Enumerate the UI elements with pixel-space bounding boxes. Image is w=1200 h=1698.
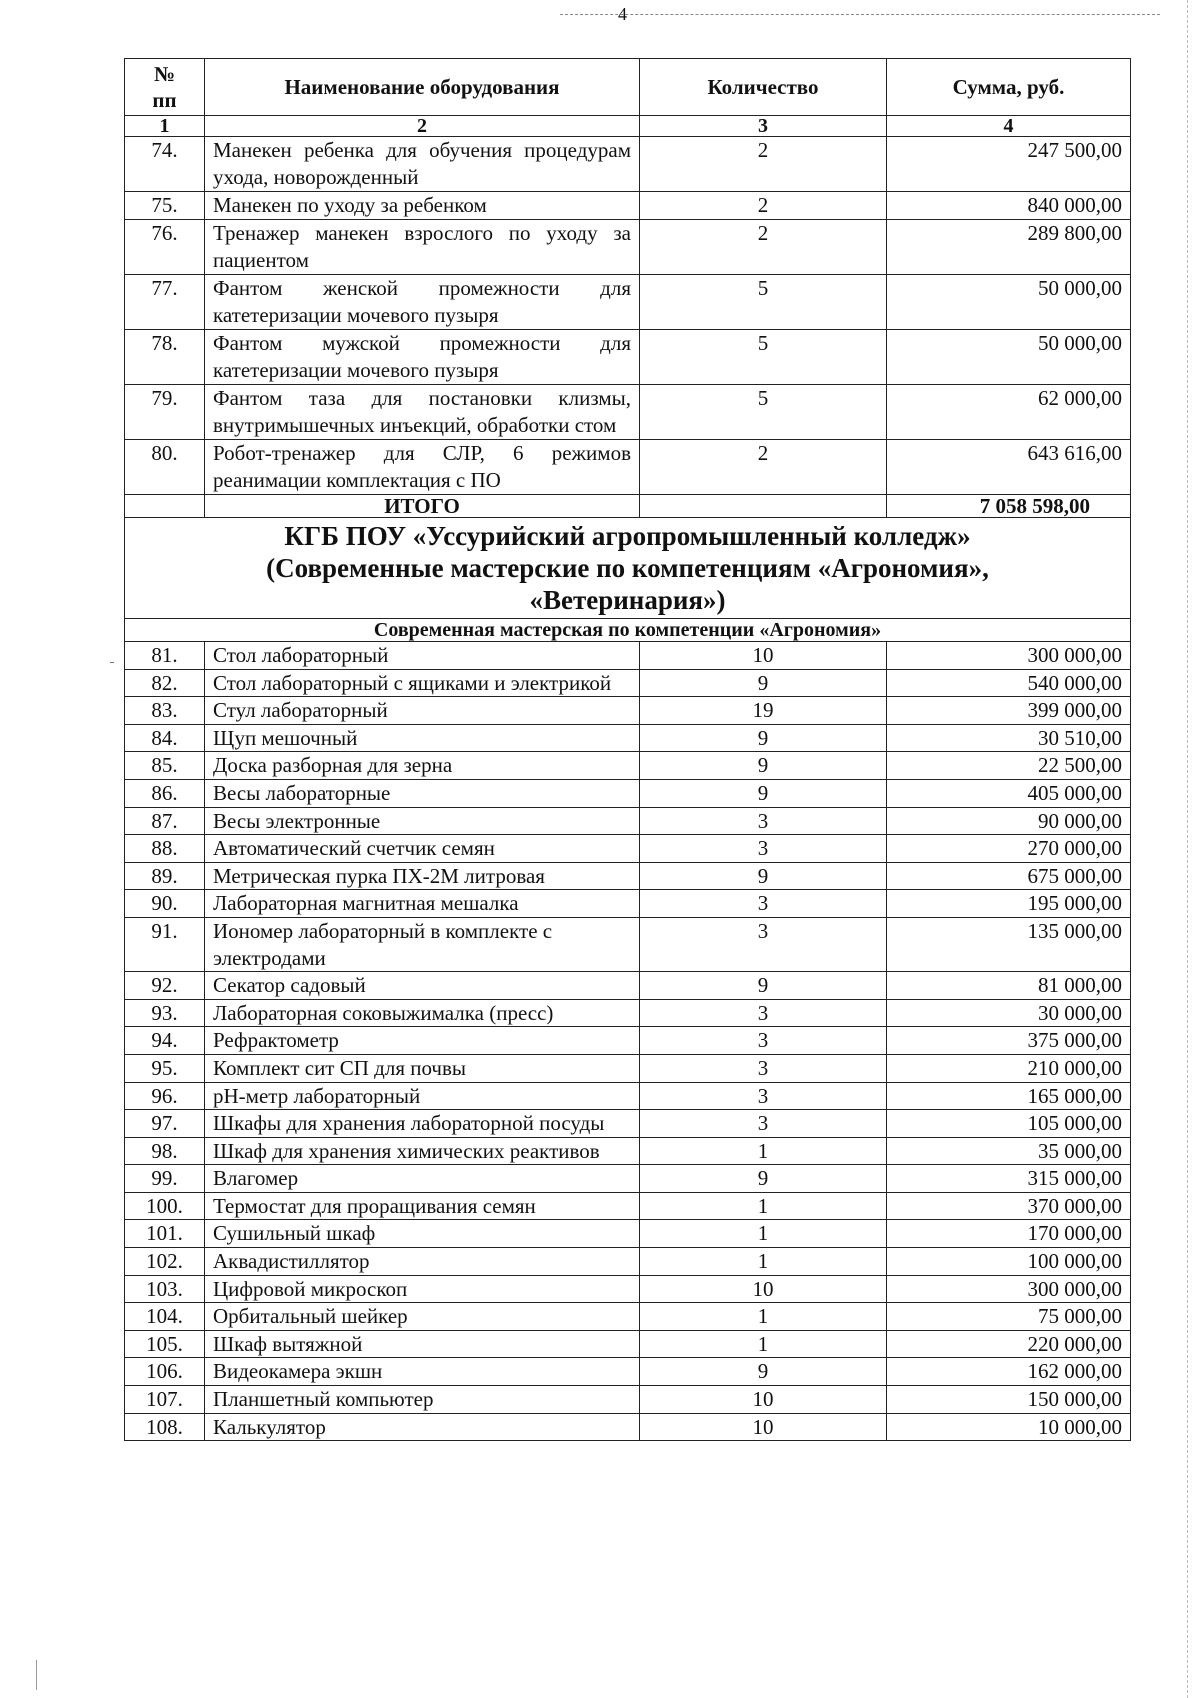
table-row — [125, 1082, 1131, 1110]
row-number: 87. — [125, 807, 205, 835]
table-row — [125, 1248, 1131, 1276]
table-row — [125, 917, 1131, 971]
row-number: 105. — [125, 1330, 205, 1358]
row-sum: 247 500,00 — [887, 137, 1131, 192]
row-quantity: 9 — [640, 724, 887, 752]
row-name: Сушильный шкаф — [205, 1220, 640, 1248]
table-row — [125, 137, 1131, 192]
row-sum: 643 616,00 — [887, 440, 1131, 495]
table-row — [125, 275, 1131, 330]
table-row — [125, 385, 1131, 440]
row-sum: 35 000,00 — [887, 1137, 1131, 1165]
row-number: 94. — [125, 1027, 205, 1055]
row-sum: 375 000,00 — [887, 1027, 1131, 1055]
col-header-sum: Сумма, руб. — [887, 59, 1131, 116]
row-name: Орбитальный шейкер — [205, 1303, 640, 1331]
row-number: 80. — [125, 440, 205, 495]
table-row — [125, 1054, 1131, 1082]
row-sum: 162 000,00 — [887, 1358, 1131, 1386]
row-quantity: 2 — [640, 137, 887, 192]
row-quantity: 1 — [640, 1248, 887, 1276]
header-row — [125, 59, 1131, 116]
row-quantity: 9 — [640, 1358, 887, 1386]
row-quantity: 9 — [640, 972, 887, 1000]
row-sum: 220 000,00 — [887, 1330, 1131, 1358]
table-row — [125, 669, 1131, 697]
row-sum: 100 000,00 — [887, 1248, 1131, 1276]
row-quantity: 10 — [640, 1275, 887, 1303]
row-number: 85. — [125, 752, 205, 780]
scan-artifact — [110, 662, 114, 663]
row-number: 90. — [125, 890, 205, 918]
row-quantity: 2 — [640, 440, 887, 495]
row-quantity: 19 — [640, 697, 887, 725]
row-sum: 210 000,00 — [887, 1054, 1131, 1082]
row-number: 76. — [125, 220, 205, 275]
equipment-table — [124, 58, 1131, 1441]
row-quantity: 10 — [640, 1413, 887, 1441]
row-sum: 30 510,00 — [887, 724, 1131, 752]
row-name: Автоматический счетчик семян — [205, 835, 640, 863]
table-row — [125, 642, 1131, 670]
row-name: Иономер лабораторный в комплекте с электродами — [205, 917, 640, 971]
table-row — [125, 1027, 1131, 1055]
table-row — [125, 1220, 1131, 1248]
row-sum: 405 000,00 — [887, 779, 1131, 807]
row-sum: 289 800,00 — [887, 220, 1131, 275]
col-index: 4 — [887, 116, 1131, 137]
row-name: Планшетный компьютер — [205, 1386, 640, 1414]
row-number: 83. — [125, 697, 205, 725]
row-sum: 22 500,00 — [887, 752, 1131, 780]
table-row — [125, 1330, 1131, 1358]
row-sum: 75 000,00 — [887, 1303, 1131, 1331]
row-number: 100. — [125, 1192, 205, 1220]
header-divider — [560, 14, 1160, 15]
scan-margin-line — [1187, 0, 1188, 1698]
row-sum: 10 000,00 — [887, 1413, 1131, 1441]
row-sum: 105 000,00 — [887, 1110, 1131, 1138]
row-sum: 170 000,00 — [887, 1220, 1131, 1248]
row-number: 108. — [125, 1413, 205, 1441]
total-row — [125, 495, 1131, 518]
table-row — [125, 1303, 1131, 1331]
row-name: Весы лабораторные — [205, 779, 640, 807]
row-sum: 135 000,00 — [887, 917, 1131, 971]
row-quantity: 5 — [640, 330, 887, 385]
table-row — [125, 1110, 1131, 1138]
table-row — [125, 1413, 1131, 1441]
row-number: 79. — [125, 385, 205, 440]
row-quantity: 3 — [640, 1082, 887, 1110]
row-quantity: 5 — [640, 385, 887, 440]
row-quantity: 3 — [640, 807, 887, 835]
row-quantity: 9 — [640, 752, 887, 780]
row-name: Стол лабораторный с ящиками и электрикой — [205, 669, 640, 697]
table-row — [125, 807, 1131, 835]
row-name: Манекен ребенка для обучения процедурам ухода, новорожденный — [205, 137, 640, 192]
table-row — [125, 1358, 1131, 1386]
row-quantity: 1 — [640, 1220, 887, 1248]
row-name: Фантом таза для постановки клизмы, внутримышечных инъекций, обработки стом — [205, 385, 640, 440]
row-number: 89. — [125, 862, 205, 890]
row-name: Метрическая пурка ПХ-2М литровая — [205, 862, 640, 890]
row-sum: 300 000,00 — [887, 1275, 1131, 1303]
row-quantity: 3 — [640, 1054, 887, 1082]
row-quantity: 10 — [640, 1386, 887, 1414]
row-quantity: 3 — [640, 917, 887, 971]
row-number: 104. — [125, 1303, 205, 1331]
table-row — [125, 1275, 1131, 1303]
table-row — [125, 1137, 1131, 1165]
organization-heading-row — [125, 518, 1131, 619]
row-quantity: 1 — [640, 1137, 887, 1165]
row-number: 97. — [125, 1110, 205, 1138]
row-sum: 840 000,00 — [887, 192, 1131, 220]
row-quantity: 9 — [640, 862, 887, 890]
row-name: Видеокамера экшн — [205, 1358, 640, 1386]
row-number: 88. — [125, 835, 205, 863]
row-number: 98. — [125, 1137, 205, 1165]
row-quantity: 3 — [640, 1027, 887, 1055]
row-name: Рефрактометр — [205, 1027, 640, 1055]
row-number: 92. — [125, 972, 205, 1000]
row-name: Шкаф для хранения химических реактивов — [205, 1137, 640, 1165]
row-name: Калькулятор — [205, 1413, 640, 1441]
row-sum: 165 000,00 — [887, 1082, 1131, 1110]
row-sum: 399 000,00 — [887, 697, 1131, 725]
table-row — [125, 890, 1131, 918]
row-quantity: 1 — [640, 1330, 887, 1358]
row-name: Лабораторная магнитная мешалка — [205, 890, 640, 918]
row-name: Доска разборная для зерна — [205, 752, 640, 780]
row-name: Стол лабораторный — [205, 642, 640, 670]
row-name: Шкафы для хранения лабораторной посуды — [205, 1110, 640, 1138]
table-row — [125, 192, 1131, 220]
row-name: Секатор садовый — [205, 972, 640, 1000]
row-quantity: 3 — [640, 1110, 887, 1138]
col-index: 3 — [640, 116, 887, 137]
row-sum: 195 000,00 — [887, 890, 1131, 918]
row-quantity: 3 — [640, 890, 887, 918]
row-number: 84. — [125, 724, 205, 752]
col-header-number: № пп — [125, 59, 205, 116]
row-name: Манекен по уходу за ребенком — [205, 192, 640, 220]
row-name: Термостат для проращивания семян — [205, 1192, 640, 1220]
row-sum: 540 000,00 — [887, 669, 1131, 697]
row-number: 86. — [125, 779, 205, 807]
col-index: 2 — [205, 116, 640, 137]
table-row — [125, 1165, 1131, 1193]
row-quantity: 3 — [640, 999, 887, 1027]
row-quantity: 1 — [640, 1192, 887, 1220]
row-name: pH-метр лабораторный — [205, 1082, 640, 1110]
table-row — [125, 1192, 1131, 1220]
table-row — [125, 779, 1131, 807]
row-sum: 90 000,00 — [887, 807, 1131, 835]
row-number: 77. — [125, 275, 205, 330]
section1-body — [125, 137, 1131, 495]
row-quantity: 3 — [640, 835, 887, 863]
row-name: Весы электронные — [205, 807, 640, 835]
row-number: 74. — [125, 137, 205, 192]
table-row — [125, 1386, 1131, 1414]
row-number: 93. — [125, 999, 205, 1027]
row-sum: 50 000,00 — [887, 330, 1131, 385]
col-index: 1 — [125, 116, 205, 137]
row-name: Щуп мешочный — [205, 724, 640, 752]
row-sum: 370 000,00 — [887, 1192, 1131, 1220]
section-title-row — [125, 619, 1131, 642]
section2-body — [125, 642, 1131, 1441]
row-name: Фантом женской промежности для катетеризации мочевого пузыря — [205, 275, 640, 330]
table-row — [125, 330, 1131, 385]
table-row — [125, 220, 1131, 275]
scan-artifact — [36, 1660, 37, 1690]
row-number: 95. — [125, 1054, 205, 1082]
col-header-quantity: Количество — [640, 59, 887, 116]
row-name: Комплект сит СП для почвы — [205, 1054, 640, 1082]
row-number: 96. — [125, 1082, 205, 1110]
row-name: Лабораторная соковыжималка (пресс) — [205, 999, 640, 1027]
row-sum: 81 000,00 — [887, 972, 1131, 1000]
row-number: 82. — [125, 669, 205, 697]
section-title: Современная мастерская по компетенции «Агрономия» — [125, 619, 1131, 642]
row-number: 91. — [125, 917, 205, 971]
row-number: 99. — [125, 1165, 205, 1193]
row-number: 81. — [125, 642, 205, 670]
row-name: Робот-тренажер для СЛР, 6 режимов реанимации комплектация с ПО — [205, 440, 640, 495]
total-empty — [640, 495, 887, 518]
table-row — [125, 972, 1131, 1000]
row-sum: 315 000,00 — [887, 1165, 1131, 1193]
row-name: Аквадистиллятор — [205, 1248, 640, 1276]
row-name: Стул лабораторный — [205, 697, 640, 725]
table-row — [125, 724, 1131, 752]
table-row — [125, 999, 1131, 1027]
total-sum: 7 058 598,00 — [887, 495, 1131, 518]
row-sum: 62 000,00 — [887, 385, 1131, 440]
row-number: 101. — [125, 1220, 205, 1248]
row-sum: 675 000,00 — [887, 862, 1131, 890]
row-sum: 270 000,00 — [887, 835, 1131, 863]
row-sum: 300 000,00 — [887, 642, 1131, 670]
row-number: 75. — [125, 192, 205, 220]
row-quantity: 2 — [640, 220, 887, 275]
row-number: 103. — [125, 1275, 205, 1303]
row-number: 102. — [125, 1248, 205, 1276]
row-quantity: 2 — [640, 192, 887, 220]
row-quantity: 9 — [640, 779, 887, 807]
table-row — [125, 862, 1131, 890]
row-quantity: 5 — [640, 275, 887, 330]
row-quantity: 1 — [640, 1303, 887, 1331]
row-quantity: 9 — [640, 669, 887, 697]
row-name: Цифровой микроскоп — [205, 1275, 640, 1303]
row-number: 78. — [125, 330, 205, 385]
row-name: Фантом мужской промежности для катетеризации мочевого пузыря — [205, 330, 640, 385]
column-index-row — [125, 116, 1131, 137]
row-sum: 150 000,00 — [887, 1386, 1131, 1414]
row-number: 107. — [125, 1386, 205, 1414]
row-sum: 30 000,00 — [887, 999, 1131, 1027]
row-sum: 50 000,00 — [887, 275, 1131, 330]
table-row — [125, 697, 1131, 725]
row-number: 106. — [125, 1358, 205, 1386]
row-quantity: 10 — [640, 642, 887, 670]
row-name: Влагомер — [205, 1165, 640, 1193]
table-row — [125, 835, 1131, 863]
table-row — [125, 752, 1131, 780]
col-header-name: Наименование оборудования — [205, 59, 640, 116]
row-quantity: 9 — [640, 1165, 887, 1193]
table-row — [125, 440, 1131, 495]
row-name: Тренажер манекен взрослого по уходу за пациентом — [205, 220, 640, 275]
total-label: ИТОГО — [205, 495, 640, 518]
row-name: Шкаф вытяжной — [205, 1330, 640, 1358]
page-number: 4 — [618, 4, 627, 24]
total-empty — [125, 495, 205, 518]
organization-heading: КГБ ПОУ «Уссурийский агропромышленный колледж» (Современные мастерские по компетенциям «Агрономия», «Ветеринария») — [125, 518, 1131, 619]
